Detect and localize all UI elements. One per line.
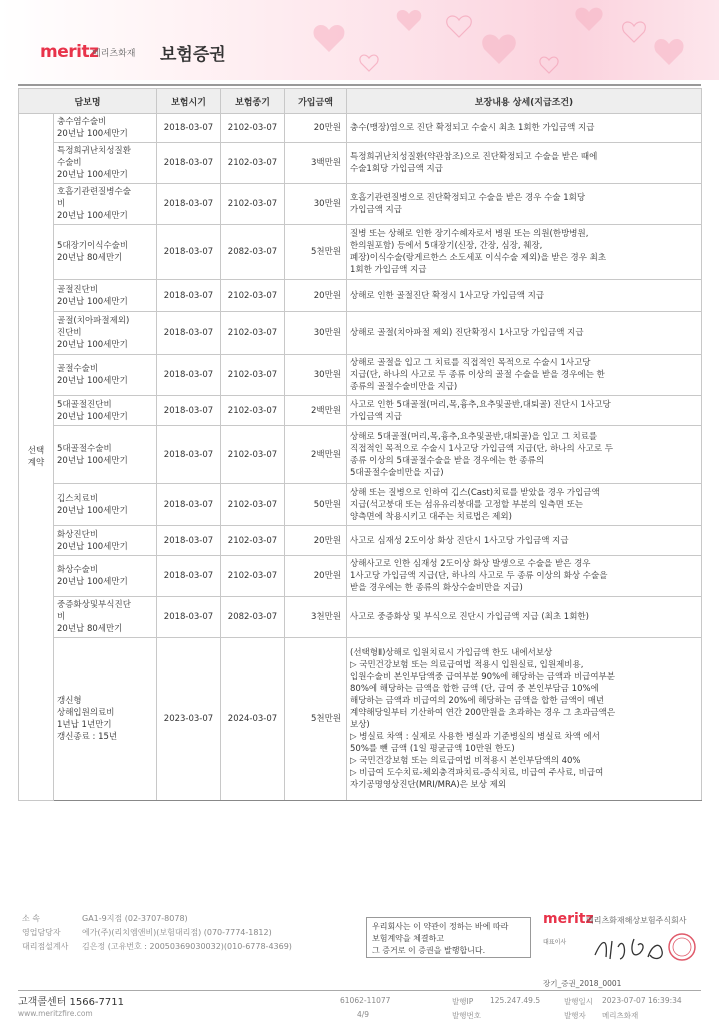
table-row [19,526,702,556]
column-header-amount: 가입금액 [285,89,347,114]
start-date: 2023-03-07 [157,638,221,801]
category-cell: 선택 계약 [19,114,54,801]
start-date: 2018-03-07 [157,225,221,280]
amount: 50만원 [285,484,347,526]
column-header-start: 보험시기 [157,89,221,114]
amount: 20만원 [285,526,347,556]
detail: 상해로 골절(치아파절 제외) 진단확정시 1사고당 가입금액 지급 [347,312,702,355]
table-row [19,396,702,426]
start-date: 2018-03-07 [157,396,221,426]
end-date: 2102-03-07 [221,143,285,184]
website-link[interactable]: www.meritzfire.com [18,1009,93,1018]
start-date: 2018-03-07 [157,143,221,184]
document-code: 61062-11077 [340,996,391,1005]
detail: 상해로 골절을 입고 그 치료를 직접적인 목적으로 수술시 1사고당 지급(단, 하나의 사고로 두 종류 이상의 골절 수술을 받을 경우에는 한 종류의 골절수술비만을 지급) [347,355,702,396]
amount: 30만원 [285,184,347,225]
end-date: 2102-03-07 [221,114,285,143]
start-date: 2018-03-07 [157,484,221,526]
coverage-name: 중증화상및부식진단 비 20년납 80세만기 [54,597,157,638]
amount: 5천만원 [285,225,347,280]
table-row [19,225,702,280]
end-date: 2102-03-07 [221,484,285,526]
coverage-name: 화상진단비 20년납 100세만기 [54,526,157,556]
detail: 상해로 5대골절(머리,목,흉추,요추및골반,대퇴골)을 입고 그 치료를 직접적인 목적으로 수술시 1사고당 가입금액 지급(단, 하나의 사고로 두 종류 이상의 5대골절수술을 받을 경우에는 한 종류의 5대골절수술비만을 지급) [347,426,702,484]
meritz-logo-korean: 메리츠화재 [92,49,136,59]
page-title: 보험증권 [160,45,226,65]
form-number: 장기_증권_2018_0001 [543,979,622,988]
coverage-table [18,88,702,801]
page-number: 4/9 [357,1010,370,1019]
contact-label: 소 속 [22,914,40,923]
amount: 30만원 [285,355,347,396]
amount: 20만원 [285,280,347,312]
end-date: 2102-03-07 [221,184,285,225]
contact-value: 에가(주)(리치엠앤비)(보험대리점) (070-7774-1812) [82,928,272,937]
amount: 3천만원 [285,597,347,638]
table-row [19,638,702,801]
amount: 20만원 [285,114,347,143]
table-row [19,184,702,225]
end-date: 2102-03-07 [221,526,285,556]
coverage-name: 갱신형 상해입원의료비 1년납 1년만기 갱신종료 : 15년 [54,638,157,801]
amount: 2백만원 [285,426,347,484]
coverage-name: 5대골절진단비 20년납 100세만기 [54,396,157,426]
footer-divider [18,990,701,991]
issue-ip-label: 발행IP [452,997,474,1006]
start-date: 2018-03-07 [157,526,221,556]
coverage-name: 골절진단비 20년납 100세만기 [54,280,157,312]
amount: 5천만원 [285,638,347,801]
ceo-signature-and-seal [590,927,700,967]
table-row [19,484,702,526]
coverage-name: 화상수술비 20년납 100세만기 [54,556,157,597]
table-header-row [19,89,702,114]
table-row [19,312,702,355]
table-row [19,426,702,484]
meritz-logo: meritz [40,42,99,62]
detail: 사고로 심재성 2도이상 화상 진단시 1사고당 가입금액 지급 [347,526,702,556]
end-date: 2102-03-07 [221,426,285,484]
detail: 사고로 중증화상 및 부식으로 진단시 가입금액 지급 (최초 1회한) [347,597,702,638]
contact-label: 영업담당자 [22,928,61,937]
amount: 30만원 [285,312,347,355]
contact-row [22,940,292,954]
contact-value: 김은정 (고유번호 : 20050369030032)(010-6778-4369) [82,942,292,951]
start-date: 2018-03-07 [157,114,221,143]
detail: 특정희귀난치성질환(약관참조)으로 진단확정되고 수술을 받은 때에 수술1회당 가입금액 지급 [347,143,702,184]
detail: 사고로 인한 5대골절(머리,목,흉추,요추및골반,대퇴골) 진단시 1사고당 가입금액 지급 [347,396,702,426]
start-date: 2018-03-07 [157,280,221,312]
table-row [19,114,702,143]
start-date: 2018-03-07 [157,597,221,638]
end-date: 2082-03-07 [221,225,285,280]
call-center: 고객콜센터 1566-7711 [18,997,124,1008]
contact-value: GA1-9지점 (02-3707-8078) [82,914,188,923]
column-header-detail: 보장내용 상세(지급조건) [347,89,702,114]
start-date: 2018-03-07 [157,355,221,396]
contact-row [22,912,292,926]
issuer-label: 발행자 [564,1011,586,1020]
end-date: 2102-03-07 [221,280,285,312]
coverage-name: 호흡기관련질병수술 비 20년납 100세만기 [54,184,157,225]
issuer: 메리츠화재 [602,1011,639,1020]
amount: 20만원 [285,556,347,597]
issue-date-label: 발행일시 [564,997,593,1006]
end-date: 2102-03-07 [221,355,285,396]
end-date: 2102-03-07 [221,396,285,426]
end-date: 2082-03-07 [221,597,285,638]
header-divider [18,84,701,86]
start-date: 2018-03-07 [157,312,221,355]
column-header-coverage: 담보명 [19,89,157,114]
detail: 충수(맹장)염으로 진단 확정되고 수술시 최초 1회한 가입금액 지급 [347,114,702,143]
table-row [19,355,702,396]
detail: 상해 또는 질병으로 인하여 깁스(Cast)치료를 받았을 경우 가입금액 지급(석고붕대 또는 섬유유리붕대를 고정할 부분의 일측면 또는 양측면에 착용시키고 대주는 치료법은 제외) [347,484,702,526]
contact-label: 대리점설계사 [22,942,69,951]
detail: 질병 또는 상해로 인한 장기수혜자로서 병원 또는 의원(한방병원, 한의원포함) 등에서 5대장기(신장, 간장, 심장, 췌장, 폐장)이식수술(랑게르한스 소도세포 이식수술 제외)을 받은 경우 최초 1회한 가입금액 지급 [347,225,702,280]
amount: 2백만원 [285,396,347,426]
table-row [19,143,702,184]
coverage-name: 충수염수술비 20년납 100세만기 [54,114,157,143]
heart-pattern-decoration [289,0,719,80]
issue-date: 2023-07-07 16:39:34 [602,996,682,1005]
coverage-name: 깁스치료비 20년납 100세만기 [54,484,157,526]
contact-info [22,912,292,954]
column-header-end: 보험종기 [221,89,285,114]
end-date: 2024-03-07 [221,638,285,801]
detail: 호흡기관련질병으로 진단확정되고 수술을 받은 경우 수술 1회당 가입금액 지급 [347,184,702,225]
amount: 3백만원 [285,143,347,184]
coverage-name: 특정희귀난치성질환 수술비 20년납 100세만기 [54,143,157,184]
coverage-name: 5대장기이식수술비 20년납 80세만기 [54,225,157,280]
table-row [19,280,702,312]
table-row [19,556,702,597]
detail: 상해로 인한 골절진단 확정시 1사고당 가입금액 지급 [347,280,702,312]
detail: 상해사고로 인한 심재성 2도이상 화상 발생으로 수술을 받은 경우 1사고당 가입금액 지급(단, 하나의 사고로 두 종류 이상의 화상 수술을 받을 경우에는 한 종류의 화상수술비만을 지급) [347,556,702,597]
start-date: 2018-03-07 [157,426,221,484]
start-date: 2018-03-07 [157,556,221,597]
table-row [19,597,702,638]
coverage-name: 골절(치아파절제외) 진단비 20년납 100세만기 [54,312,157,355]
company-name: 메리츠화재해상보험주식회사 [586,916,687,925]
end-date: 2102-03-07 [221,312,285,355]
representative-label: 대표이사 [543,939,567,946]
company-logo: meritz [543,911,594,927]
coverage-name: 골절수술비 20년납 100세만기 [54,355,157,396]
start-date: 2018-03-07 [157,184,221,225]
issue-ip: 125.247.49.5 [490,996,541,1005]
issue-number-label: 발행번호 [452,1011,481,1020]
issuance-notice: 우리회사는 이 약관이 정하는 바에 따라 보험계약을 체결하고 그 증거로 이 증권을 발행합니다. [366,917,531,958]
contact-row [22,926,292,940]
header-banner [0,0,719,80]
detail: (선택형Ⅱ)상해로 입원치료시 가입금액 한도 내에서보상 ▷ 국민건강보험 또는 의료급여법 적용시 입원실료, 입원제비용, 입원수술비 본인부담액중 급여부분 90%에 해당하는 금액과 비급여부분 80%에 해당하는 금액을 합한 금액 (단, 급여 중 본인부담금 10%에 해당하는 금액과 비급여의 20%에 해당하는 금액을 합한 금액이 매년 계약해당일부터 기산하여 연간 200만원을 초과하는 경우 그 초과금액은 보상) ▷ 병실료 차액 : 실제로 사용한 병실과 기준병실의 병실료 차액 에서 50%를 뺀 금액 (1일 평균금액 10만원 한도) ▷ 국민건강보험 또는 의료급여법 비적용시 본인부담액의 40% ▷ 비급여 도수치료-체외충격파치료-증식치료, 비급여 주사료, 비급여 자기공명영상진단(MRI/MRA)은 보상 제외 [347,638,702,801]
end-date: 2102-03-07 [221,556,285,597]
coverage-name: 5대골절수술비 20년납 100세만기 [54,426,157,484]
